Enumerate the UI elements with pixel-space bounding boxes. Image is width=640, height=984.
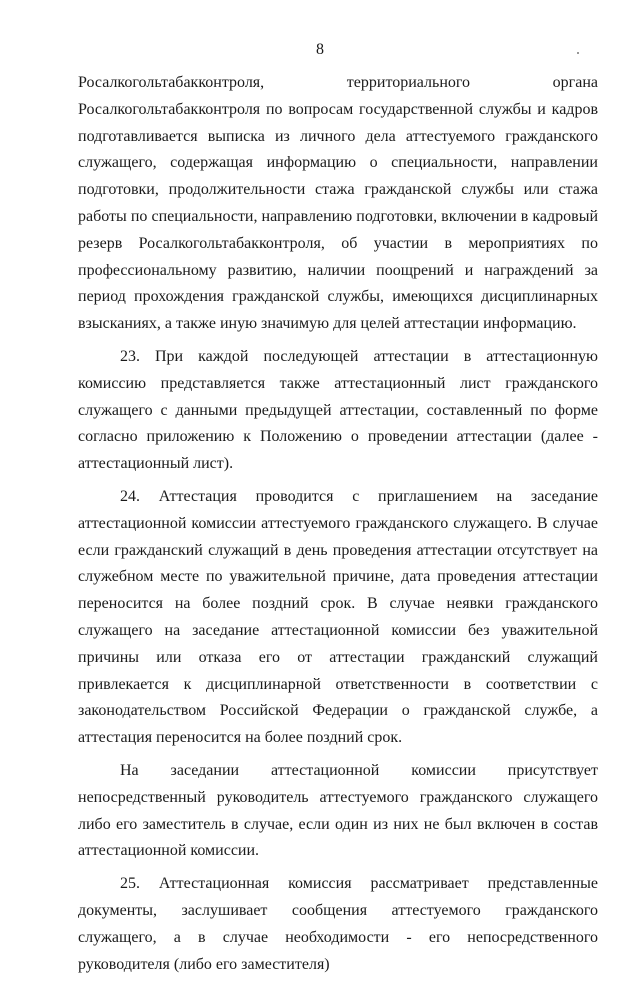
- paragraph-25: 25. Аттестационная комиссия рассматривает представленные документы, заслушивает сообщения аттестуемого гражданского служащего, а в случае необходимости - его непосредственного руководителя (либо его заместителя): [78, 875, 598, 973]
- paragraph-23: 23. При каждой последующей аттестации в аттестационную комиссию представляется также аттестационный лист гражданского служащего с данными предыдущей аттестации, составленный по форме согласно приложению к Положению о проведении аттестации (далее - аттестационный лист).: [78, 347, 598, 473]
- page-number: 8: [316, 41, 324, 58]
- scan-speck: [577, 52, 579, 54]
- paragraph-24: 24. Аттестация проводится с приглашением на заседание аттестационной комиссии аттестуемого гражданского служащего. В случае если гражданский служащий в день проведения аттестации отсутствует на служебном месте по уважительной причине, дата проведения аттестации переносится на более поздний срок. В случае неявки гражданского служащего на заседание аттестационной комиссии без уважительной причины или отказа его от аттестации гражданский служащий привлекается к дисциплинарной ответственности в соответствии с законодательством Российской Федерации о гражданской службе, а аттестация переносится на более поздний срок.: [78, 487, 598, 747]
- paragraph-24-second: На заседании аттестационной комиссии присутствует непосредственный руководитель аттестуемого гражданского служащего либо его заместитель в случае, если один из них не был включен в состав аттестационной комиссии.: [78, 761, 598, 860]
- document-body: [78, 70, 598, 984]
- paragraph-continuation: Росалкогольтабакконтроля, территориального органа Росалкогольтабакконтроля по вопросам государственной службы и кадров подготавливается выписка из личного дела аттестуемого гражданского служащего, содержащая информацию о специальности, направлении подготовки, продолжительности стажа гражданской службы или стажа работы по специальности, направлению подготовки, включении в кадровый резерв Росалкогольтабакконтроля, об участии в мероприятиях по профессиональному развитию, наличии поощрений и награждений за период прохождения гражданской службы, имеющихся дисциплинарных взысканиях, а также иную значимую для целей аттестации информацию.: [78, 74, 598, 333]
